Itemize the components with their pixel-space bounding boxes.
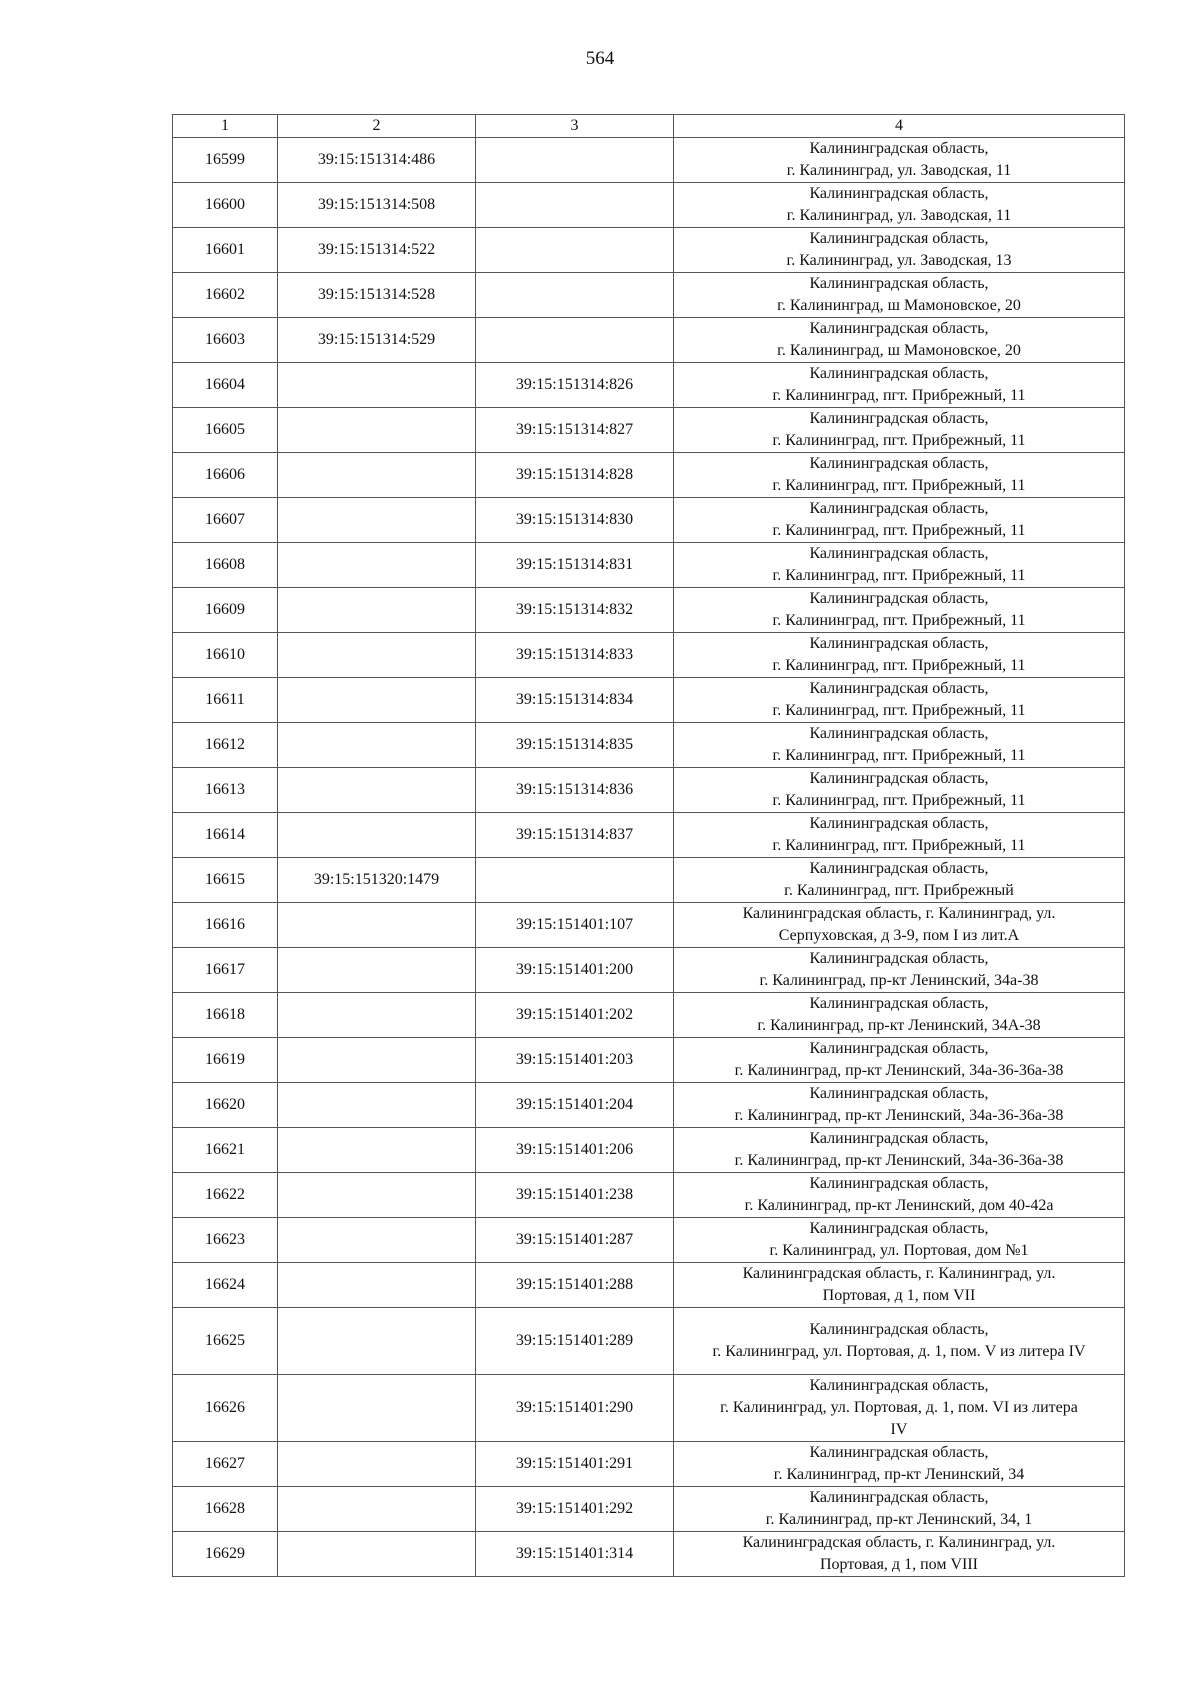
property-register-table xyxy=(172,114,1125,1577)
row-number-cell: 16622 xyxy=(173,1173,278,1218)
table-row xyxy=(173,768,1125,813)
address-cell xyxy=(674,1532,1125,1577)
row-number-cell: 16625 xyxy=(173,1308,278,1375)
address-line: Калининградская область, xyxy=(809,725,989,742)
table-row xyxy=(173,453,1125,498)
cadastral-premise-cell: 39:15:151401:289 xyxy=(476,1308,674,1375)
table-row xyxy=(173,858,1125,903)
cadastral-premise-cell: 39:15:151401:204 xyxy=(476,1083,674,1128)
table-row xyxy=(173,1263,1125,1308)
address-line: Калининградская область, xyxy=(809,500,989,517)
row-number-cell: 16618 xyxy=(173,993,278,1038)
cadastral-premise-cell: 39:15:151401:290 xyxy=(476,1375,674,1442)
cadastral-building-cell xyxy=(278,543,476,588)
cadastral-building-cell xyxy=(278,1263,476,1308)
address-line: Калининградская область, xyxy=(809,1040,989,1057)
address-line: Калининградская область, xyxy=(809,950,989,967)
cadastral-premise-cell: 39:15:151401:238 xyxy=(476,1173,674,1218)
address-line: г. Калининград, пгт. Прибрежный, 11 xyxy=(772,567,1026,584)
address-cell xyxy=(674,1487,1125,1532)
address-line: Калининградская область, г. Калининград, ул. xyxy=(742,905,1056,922)
cadastral-premise-cell: 39:15:151401:288 xyxy=(476,1263,674,1308)
address-line: г. Калининград, пр-кт Ленинский, 34а-36-36а-38 xyxy=(734,1062,1064,1079)
cadastral-building-cell xyxy=(278,588,476,633)
cadastral-premise-cell: 39:15:151314:836 xyxy=(476,768,674,813)
column-header-4: 4 xyxy=(674,115,1125,138)
table-row xyxy=(173,813,1125,858)
address-line: Калининградская область, xyxy=(809,635,989,652)
address-cell xyxy=(674,408,1125,453)
address-line: Калининградская область, xyxy=(809,1085,989,1102)
cadastral-premise-cell: 39:15:151314:837 xyxy=(476,813,674,858)
address-line: Портовая, д 1, пом VIII xyxy=(820,1556,978,1573)
table-row xyxy=(173,138,1125,183)
cadastral-building-cell xyxy=(278,1173,476,1218)
address-line: г. Калининград, ул. Заводская, 13 xyxy=(786,252,1012,269)
table-row xyxy=(173,1532,1125,1577)
address-cell xyxy=(674,273,1125,318)
address-line: IV xyxy=(890,1421,908,1438)
address-cell xyxy=(674,948,1125,993)
table-row xyxy=(173,1375,1125,1442)
cadastral-building-cell xyxy=(278,1532,476,1577)
address-line: г. Калининград, ш Мамоновское, 20 xyxy=(777,342,1021,359)
table-row xyxy=(173,228,1125,273)
address-line: г. Калининград, пгт. Прибрежный, 11 xyxy=(772,792,1026,809)
cadastral-building-cell: 39:15:151320:1479 xyxy=(278,858,476,903)
cadastral-premise-cell xyxy=(476,858,674,903)
table-row xyxy=(173,1442,1125,1487)
table-row xyxy=(173,183,1125,228)
address-cell xyxy=(674,543,1125,588)
address-cell xyxy=(674,768,1125,813)
address-cell xyxy=(674,1263,1125,1308)
address-line: г. Калининград, пгт. Прибрежный, 11 xyxy=(772,837,1026,854)
address-cell xyxy=(674,588,1125,633)
table-row xyxy=(173,1487,1125,1532)
address-line: г. Калининград, пр-кт Ленинский, 34, 1 xyxy=(765,1511,1033,1528)
address-cell xyxy=(674,1308,1125,1375)
address-line: г. Калининград, пр-кт Ленинский, 34А-38 xyxy=(757,1017,1041,1034)
address-line: Калининградская область, xyxy=(809,275,989,292)
address-line: Калининградская область, г. Калининград, ул. xyxy=(742,1534,1056,1551)
cadastral-premise-cell: 39:15:151314:833 xyxy=(476,633,674,678)
address-line: г. Калининград, пгт. Прибрежный, 11 xyxy=(772,657,1026,674)
address-cell xyxy=(674,1128,1125,1173)
address-line: г. Калининград, ул. Портовая, д. 1, пом. V из литера IV xyxy=(712,1343,1086,1360)
row-number-cell: 16611 xyxy=(173,678,278,723)
page-number: 564 xyxy=(585,48,615,69)
address-line: Калининградская область, г. Калининград, ул. xyxy=(742,1265,1056,1282)
address-cell xyxy=(674,993,1125,1038)
address-cell xyxy=(674,858,1125,903)
cadastral-premise-cell: 39:15:151401:200 xyxy=(476,948,674,993)
cadastral-premise-cell: 39:15:151401:314 xyxy=(476,1532,674,1577)
address-line: Калининградская область, xyxy=(809,365,989,382)
address-line: Калининградская область, xyxy=(809,590,989,607)
address-line: г. Калининград, пгт. Прибрежный, 11 xyxy=(772,702,1026,719)
cadastral-premise-cell xyxy=(476,183,674,228)
cadastral-building-cell: 39:15:151314:522 xyxy=(278,228,476,273)
table-row xyxy=(173,723,1125,768)
cadastral-premise-cell xyxy=(476,138,674,183)
table-row xyxy=(173,318,1125,363)
cadastral-premise-cell: 39:15:151401:206 xyxy=(476,1128,674,1173)
cadastral-building-cell xyxy=(278,1038,476,1083)
cadastral-building-cell xyxy=(278,813,476,858)
address-line: Калининградская область, xyxy=(809,1175,989,1192)
address-cell xyxy=(674,498,1125,543)
cadastral-building-cell xyxy=(278,408,476,453)
row-number-cell: 16600 xyxy=(173,183,278,228)
cadastral-premise-cell: 39:15:151314:828 xyxy=(476,453,674,498)
row-number-cell: 16615 xyxy=(173,858,278,903)
row-number-cell: 16621 xyxy=(173,1128,278,1173)
table-row xyxy=(173,1038,1125,1083)
table-row xyxy=(173,678,1125,723)
row-number-cell: 16627 xyxy=(173,1442,278,1487)
column-header-3: 3 xyxy=(476,115,674,138)
table-row xyxy=(173,1173,1125,1218)
cadastral-building-cell xyxy=(278,1308,476,1375)
table-body xyxy=(173,138,1125,1577)
cadastral-premise-cell: 39:15:151314:832 xyxy=(476,588,674,633)
address-line: Калининградская область, xyxy=(809,1130,989,1147)
address-line: Калининградская область, xyxy=(809,815,989,832)
cadastral-building-cell: 39:15:151314:528 xyxy=(278,273,476,318)
row-number-cell: 16608 xyxy=(173,543,278,588)
address-line: Калининградская область, xyxy=(809,680,989,697)
row-number-cell: 16607 xyxy=(173,498,278,543)
table-row xyxy=(173,993,1125,1038)
address-cell xyxy=(674,903,1125,948)
cadastral-premise-cell: 39:15:151401:202 xyxy=(476,993,674,1038)
cadastral-building-cell xyxy=(278,1083,476,1128)
address-cell xyxy=(674,1218,1125,1263)
address-line: Серпуховская, д 3-9, пом I из лит.А xyxy=(778,927,1020,944)
address-line: Калининградская область, xyxy=(809,1489,989,1506)
address-line: г. Калининград, пгт. Прибрежный, 11 xyxy=(772,387,1026,404)
cadastral-premise-cell xyxy=(476,318,674,363)
row-number-cell: 16603 xyxy=(173,318,278,363)
address-cell xyxy=(674,363,1125,408)
row-number-cell: 16606 xyxy=(173,453,278,498)
address-line: г. Калининград, пр-кт Ленинский, 34а-36-36а-38 xyxy=(734,1107,1064,1124)
table-row xyxy=(173,903,1125,948)
cadastral-premise-cell: 39:15:151314:827 xyxy=(476,408,674,453)
table-row xyxy=(173,543,1125,588)
address-line: г. Калининград, пр-кт Ленинский, 34 xyxy=(773,1466,1025,1483)
row-number-cell: 16604 xyxy=(173,363,278,408)
address-line: Калининградская область, xyxy=(809,995,989,1012)
row-number-cell: 16620 xyxy=(173,1083,278,1128)
address-cell xyxy=(674,678,1125,723)
table-row xyxy=(173,408,1125,453)
cadastral-building-cell xyxy=(278,678,476,723)
cadastral-building-cell xyxy=(278,1218,476,1263)
cadastral-building-cell xyxy=(278,948,476,993)
address-line: г. Калининград, ш Мамоновское, 20 xyxy=(777,297,1021,314)
row-number-cell: 16609 xyxy=(173,588,278,633)
row-number-cell: 16613 xyxy=(173,768,278,813)
cadastral-building-cell: 39:15:151314:486 xyxy=(278,138,476,183)
cadastral-building-cell xyxy=(278,633,476,678)
address-line: Калининградская область, xyxy=(809,1444,989,1461)
table-header xyxy=(173,115,1125,138)
row-number-cell: 16599 xyxy=(173,138,278,183)
address-line: Калининградская область, xyxy=(809,140,989,157)
table-row xyxy=(173,633,1125,678)
column-header-2: 2 xyxy=(278,115,476,138)
address-line: г. Калининград, пгт. Прибрежный, 11 xyxy=(772,477,1026,494)
table-row xyxy=(173,588,1125,633)
address-cell xyxy=(674,138,1125,183)
address-line: г. Калининград, пгт. Прибрежный, 11 xyxy=(772,612,1026,629)
cadastral-premise-cell: 39:15:151314:826 xyxy=(476,363,674,408)
cadastral-premise-cell: 39:15:151314:835 xyxy=(476,723,674,768)
address-cell xyxy=(674,633,1125,678)
address-line: Калининградская область, xyxy=(809,410,989,427)
cadastral-building-cell xyxy=(278,1375,476,1442)
cadastral-premise-cell: 39:15:151314:834 xyxy=(476,678,674,723)
cadastral-building-cell xyxy=(278,1442,476,1487)
address-line: Калининградская область, xyxy=(809,770,989,787)
cadastral-premise-cell: 39:15:151401:292 xyxy=(476,1487,674,1532)
row-number-cell: 16614 xyxy=(173,813,278,858)
row-number-cell: 16623 xyxy=(173,1218,278,1263)
row-number-cell: 16612 xyxy=(173,723,278,768)
address-line: Калининградская область, xyxy=(809,230,989,247)
address-line: г. Калининград, пгт. Прибрежный, 11 xyxy=(772,432,1026,449)
address-cell xyxy=(674,1083,1125,1128)
cadastral-premise-cell: 39:15:151401:291 xyxy=(476,1442,674,1487)
address-line: Калининградская область, xyxy=(809,185,989,202)
row-number-cell: 16602 xyxy=(173,273,278,318)
cadastral-building-cell: 39:15:151314:508 xyxy=(278,183,476,228)
cadastral-premise-cell: 39:15:151314:831 xyxy=(476,543,674,588)
address-line: Калининградская область, xyxy=(809,1377,989,1394)
address-cell xyxy=(674,1375,1125,1442)
row-number-cell: 16617 xyxy=(173,948,278,993)
address-cell xyxy=(674,228,1125,273)
address-line: г. Калининград, пгт. Прибрежный, 11 xyxy=(772,747,1026,764)
table-row xyxy=(173,948,1125,993)
address-cell xyxy=(674,1173,1125,1218)
address-line: г. Калининград, ул. Портовая, д. 1, пом. VI из литера xyxy=(720,1399,1078,1416)
address-line: г. Калининград, пгт. Прибрежный xyxy=(784,882,1014,899)
table-row xyxy=(173,363,1125,408)
row-number-cell: 16610 xyxy=(173,633,278,678)
row-number-cell: 16616 xyxy=(173,903,278,948)
cadastral-premise-cell: 39:15:151401:203 xyxy=(476,1038,674,1083)
cadastral-building-cell xyxy=(278,498,476,543)
address-line: г. Калининград, ул. Портовая, дом №1 xyxy=(769,1242,1029,1259)
address-line: г. Калининград, пгт. Прибрежный, 11 xyxy=(772,522,1026,539)
table-row xyxy=(173,1308,1125,1375)
address-line: г. Калининград, ул. Заводская, 11 xyxy=(786,207,1012,224)
address-line: Калининградская область, xyxy=(809,455,989,472)
table-row xyxy=(173,1083,1125,1128)
cadastral-building-cell xyxy=(278,723,476,768)
address-line: Портовая, д 1, пом VII xyxy=(822,1287,976,1304)
address-line: Калининградская область, xyxy=(809,320,989,337)
address-cell xyxy=(674,453,1125,498)
cadastral-building-cell xyxy=(278,1128,476,1173)
table-row xyxy=(173,273,1125,318)
address-line: Калининградская область, xyxy=(809,860,989,877)
cadastral-building-cell xyxy=(278,903,476,948)
cadastral-building-cell xyxy=(278,363,476,408)
row-number-cell: 16619 xyxy=(173,1038,278,1083)
address-cell xyxy=(674,813,1125,858)
address-cell xyxy=(674,318,1125,363)
address-line: г. Калининград, пр-кт Ленинский, 34а-36-36а-38 xyxy=(734,1152,1064,1169)
row-number-cell: 16601 xyxy=(173,228,278,273)
address-line: Калининградская область, xyxy=(809,1321,989,1338)
address-cell xyxy=(674,183,1125,228)
address-line: Калининградская область, xyxy=(809,545,989,562)
address-line: г. Калининград, пр-кт Ленинский, 34а-38 xyxy=(759,972,1039,989)
cadastral-premise-cell xyxy=(476,228,674,273)
address-cell xyxy=(674,723,1125,768)
column-header-1: 1 xyxy=(173,115,278,138)
row-number-cell: 16626 xyxy=(173,1375,278,1442)
address-line: Калининградская область, xyxy=(809,1220,989,1237)
address-cell xyxy=(674,1038,1125,1083)
table-row xyxy=(173,498,1125,543)
cadastral-premise-cell: 39:15:151401:107 xyxy=(476,903,674,948)
cadastral-premise-cell: 39:15:151401:287 xyxy=(476,1218,674,1263)
row-number-cell: 16628 xyxy=(173,1487,278,1532)
address-line: г. Калининград, пр-кт Ленинский, дом 40-42а xyxy=(744,1197,1054,1214)
row-number-cell: 16605 xyxy=(173,408,278,453)
table-row xyxy=(173,1128,1125,1173)
cadastral-premise-cell xyxy=(476,273,674,318)
row-number-cell: 16629 xyxy=(173,1532,278,1577)
address-line: г. Калининград, ул. Заводская, 11 xyxy=(786,162,1012,179)
cadastral-building-cell xyxy=(278,993,476,1038)
row-number-cell: 16624 xyxy=(173,1263,278,1308)
cadastral-building-cell xyxy=(278,1487,476,1532)
address-cell xyxy=(674,1442,1125,1487)
table-row xyxy=(173,1218,1125,1263)
cadastral-building-cell xyxy=(278,453,476,498)
cadastral-building-cell xyxy=(278,768,476,813)
cadastral-premise-cell: 39:15:151314:830 xyxy=(476,498,674,543)
cadastral-building-cell: 39:15:151314:529 xyxy=(278,318,476,363)
